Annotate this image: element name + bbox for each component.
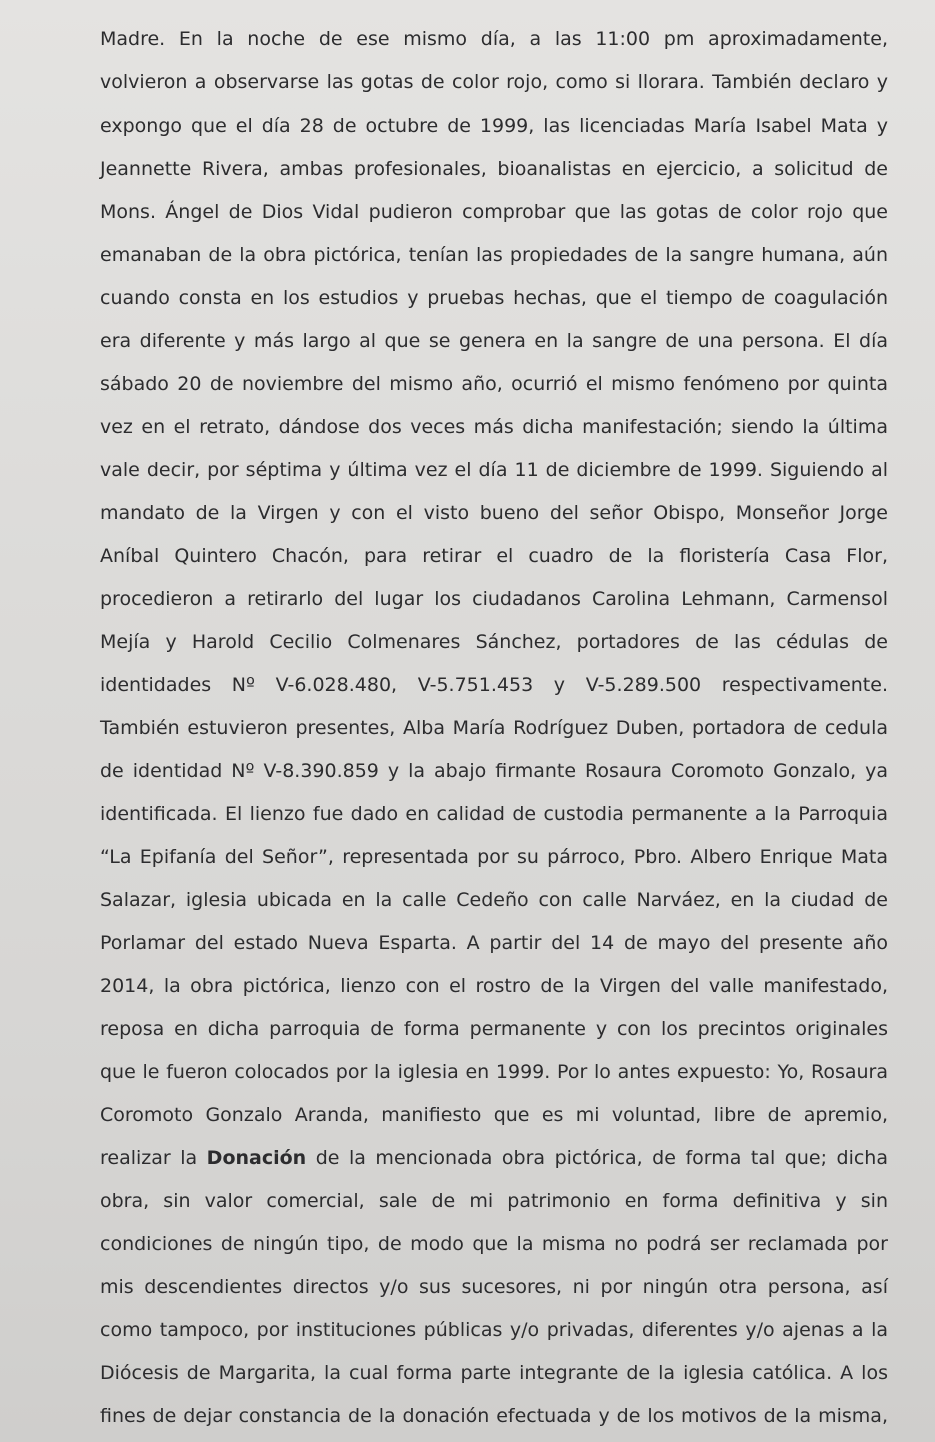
- text-line: “La Epifanía del Señor”, representada por su párroco, Pbro. Albero Enrique Mata: [100, 846, 888, 868]
- text-line: procedieron a retirarlo del lugar los ciudadanos Carolina Lehmann, Carmensol: [100, 588, 888, 610]
- text-line: mandato de la Virgen y con el visto bueno del señor Obispo, Monseñor Jorge: [100, 502, 888, 524]
- text-line: Coromoto Gonzalo Aranda, manifiesto que es mi voluntad, libre de apremio,: [100, 1104, 888, 1126]
- text-line: volvieron a observarse las gotas de color rojo, como si llorara. También declaro y: [100, 71, 888, 93]
- text-line: Salazar, iglesia ubicada en la calle Cedeño con calle Narváez, en la ciudad de: [100, 889, 888, 911]
- text-line: era diferente y más largo al que se genera en la sangre de una persona. El día: [100, 330, 888, 352]
- text-line: que le fueron colocados por la iglesia en 1999. Por lo antes expuesto: Yo, Rosaura: [100, 1061, 888, 1083]
- text-line: reposa en dicha parroquia de forma permanente y con los precintos originales: [100, 1018, 888, 1040]
- text-line: Madre. En la noche de ese mismo día, a las 11:00 pm aproximadamente,: [100, 28, 888, 50]
- text-line: fines de dejar constancia de la donación efectuada y de los motivos de la misma,: [100, 1405, 888, 1427]
- text-line: identidades Nº V-6.028.480, V-5.751.453 y V-5.289.500 respectivamente.: [100, 674, 888, 696]
- text-line-with-bold: realizar la Donación de la mencionada obra pictórica, de forma tal que; dicha: [100, 1147, 888, 1169]
- text-line: emanaban de la obra pictórica, tenían las propiedades de la sangre humana, aún: [100, 244, 888, 266]
- text-line: sábado 20 de noviembre del mismo año, ocurrió el mismo fenómeno por quinta: [100, 373, 888, 395]
- text-line: mis descendientes directos y/o sus sucesores, ni por ningún otra persona, así: [100, 1276, 888, 1298]
- text-line: Jeannette Rivera, ambas profesionales, bioanalistas en ejercicio, a solicitud de: [100, 158, 888, 180]
- text-line: condiciones de ningún tipo, de modo que la misma no podrá ser reclamada por: [100, 1233, 888, 1255]
- text-line: vale decir, por séptima y última vez el día 11 de diciembre de 1999. Siguiendo al: [100, 459, 888, 481]
- text-line: cuando consta en los estudios y pruebas hechas, que el tiempo de coagulación: [100, 287, 888, 309]
- text-line: Mejía y Harold Cecilio Colmenares Sánchez, portadores de las cédulas de: [100, 631, 888, 653]
- text-line: 2014, la obra pictórica, lienzo con el rostro de la Virgen del valle manifestado,: [100, 975, 888, 997]
- text-line: Porlamar del estado Nueva Esparta. A partir del 14 de mayo del presente año: [100, 932, 888, 954]
- text-line: expongo que el día 28 de octubre de 1999, las licenciadas María Isabel Mata y: [100, 115, 888, 137]
- bold-term: Donación: [206, 1147, 307, 1169]
- text-line: También estuvieron presentes, Alba María Rodríguez Duben, portadora de cedula: [100, 717, 888, 739]
- text-line: Diócesis de Margarita, la cual forma parte integrante de la iglesia católica. A los: [100, 1362, 888, 1384]
- text-line: obra, sin valor comercial, sale de mi patrimonio en forma definitiva y sin: [100, 1190, 888, 1212]
- text-line: de identidad Nº V-8.390.859 y la abajo firmante Rosaura Coromoto Gonzalo, ya: [100, 760, 888, 782]
- text-line: Aníbal Quintero Chacón, para retirar el cuadro de la floristería Casa Flor,: [100, 545, 888, 567]
- text-line: identificada. El lienzo fue dado en calidad de custodia permanente a la Parroquia: [100, 803, 888, 825]
- text-line: Mons. Ángel de Dios Vidal pudieron comprobar que las gotas de color rojo que: [100, 201, 888, 223]
- text-line: como tampoco, por instituciones públicas y/o privadas, diferentes y/o ajenas a la: [100, 1319, 888, 1341]
- text-line: vez en el retrato, dándose dos veces más dicha manifestación; siendo la última: [100, 416, 888, 438]
